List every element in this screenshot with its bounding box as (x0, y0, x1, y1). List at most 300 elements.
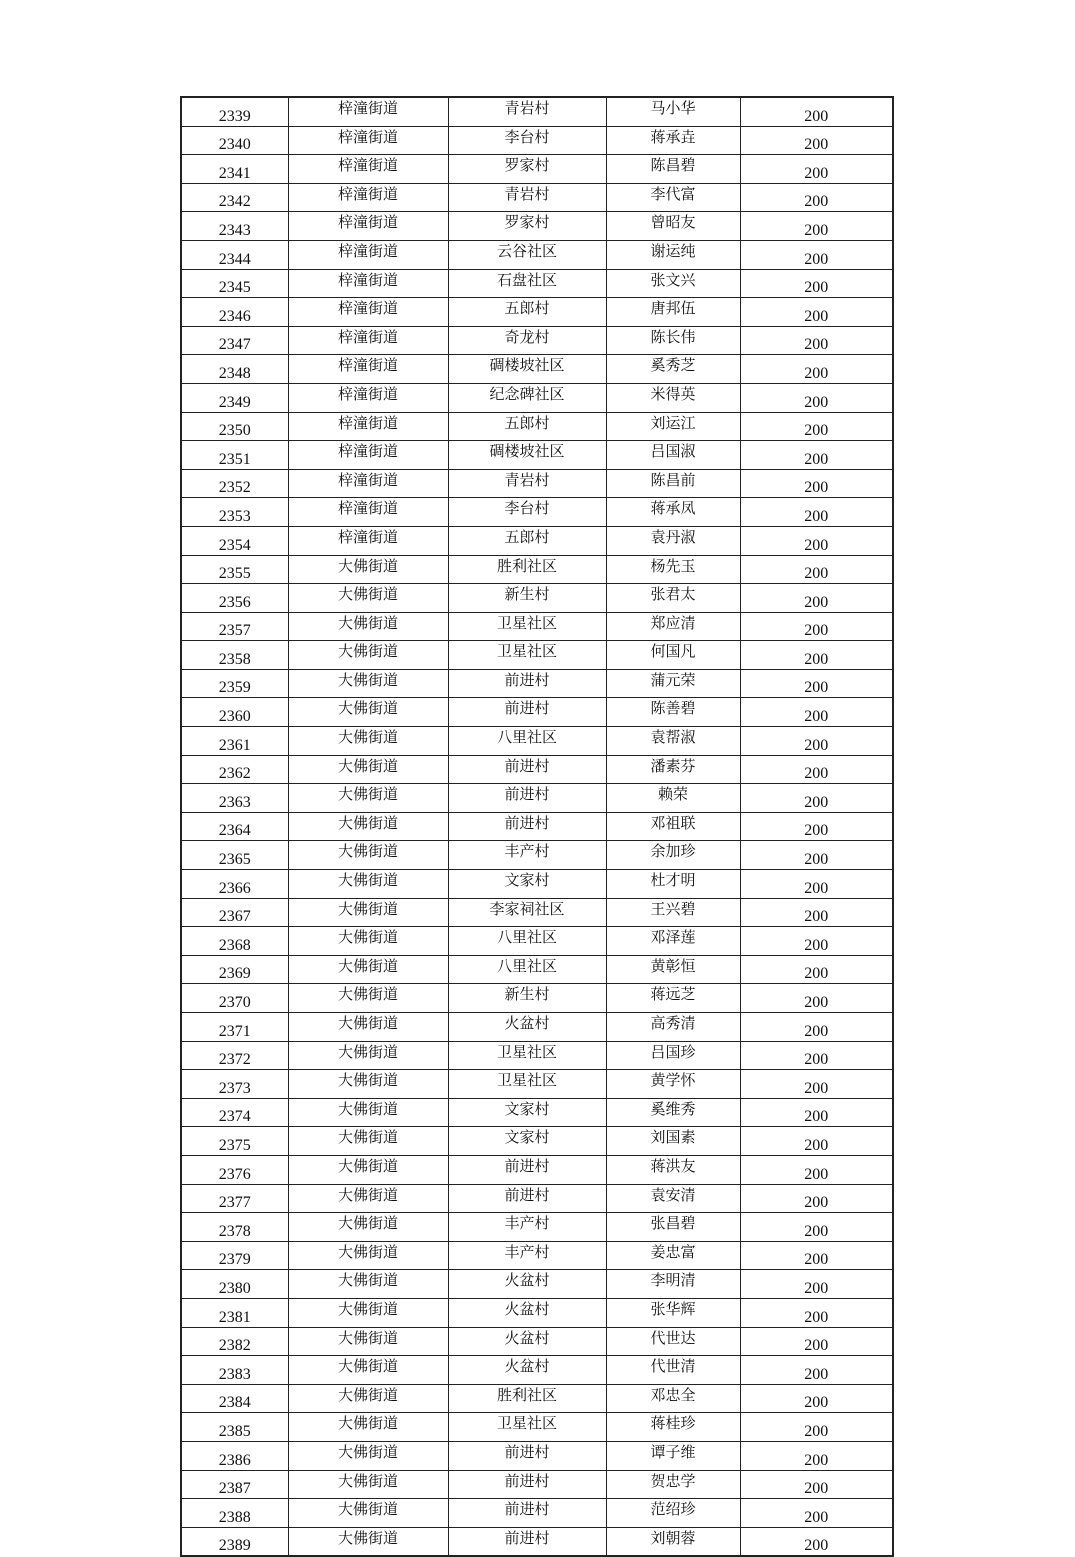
amount-cell: 200 (740, 155, 893, 184)
street-cell: 梓潼街道 (288, 298, 448, 327)
street-cell: 大佛街道 (288, 755, 448, 784)
table-row (181, 784, 893, 813)
row-number-cell: 2349 (181, 383, 288, 412)
village-cell: 丰产村 (448, 1213, 606, 1242)
row-number-cell: 2359 (181, 669, 288, 698)
amount-cell: 200 (740, 669, 893, 698)
name-cell: 袁帮淑 (606, 727, 740, 756)
table-row (181, 841, 893, 870)
amount-cell: 200 (740, 412, 893, 441)
subsidy-list-table (180, 96, 894, 1557)
table-row (181, 612, 893, 641)
row-number-cell: 2360 (181, 698, 288, 727)
name-cell: 邓泽莲 (606, 927, 740, 956)
table-row (181, 1155, 893, 1184)
street-cell: 梓潼街道 (288, 240, 448, 269)
row-number-cell: 2375 (181, 1127, 288, 1156)
table-row (181, 1441, 893, 1470)
table-row (181, 383, 893, 412)
street-cell: 大佛街道 (288, 898, 448, 927)
table-row (181, 698, 893, 727)
amount-cell: 200 (740, 698, 893, 727)
village-cell: 火盆村 (448, 1356, 606, 1385)
street-cell: 大佛街道 (288, 698, 448, 727)
row-number-cell: 2374 (181, 1098, 288, 1127)
street-cell: 大佛街道 (288, 1470, 448, 1499)
street-cell: 大佛街道 (288, 1213, 448, 1242)
table-row (181, 1127, 893, 1156)
table-row (181, 298, 893, 327)
table-body (181, 97, 893, 1556)
amount-cell: 200 (740, 1184, 893, 1213)
row-number-cell: 2340 (181, 126, 288, 155)
name-cell: 高秀清 (606, 1013, 740, 1042)
row-number-cell: 2339 (181, 97, 288, 126)
village-cell: 碉楼坡社区 (448, 355, 606, 384)
village-cell: 丰产村 (448, 1241, 606, 1270)
street-cell: 大佛街道 (288, 612, 448, 641)
street-cell: 大佛街道 (288, 1098, 448, 1127)
street-cell: 梓潼街道 (288, 155, 448, 184)
table-row (181, 469, 893, 498)
street-cell: 梓潼街道 (288, 498, 448, 527)
village-cell: 火盆村 (448, 1270, 606, 1299)
village-cell: 李台村 (448, 498, 606, 527)
village-cell: 李台村 (448, 126, 606, 155)
village-cell: 卫星社区 (448, 1041, 606, 1070)
row-number-cell: 2352 (181, 469, 288, 498)
village-cell: 前进村 (448, 784, 606, 813)
village-cell: 青岩村 (448, 469, 606, 498)
street-cell: 大佛街道 (288, 1356, 448, 1385)
amount-cell: 200 (740, 212, 893, 241)
name-cell: 蒋远芝 (606, 984, 740, 1013)
row-number-cell: 2366 (181, 870, 288, 899)
amount-cell: 200 (740, 1155, 893, 1184)
name-cell: 杨先玉 (606, 555, 740, 584)
village-cell: 云谷社区 (448, 240, 606, 269)
row-number-cell: 2384 (181, 1384, 288, 1413)
table-row (181, 1413, 893, 1442)
street-cell: 梓潼街道 (288, 269, 448, 298)
amount-cell: 200 (740, 955, 893, 984)
village-cell: 前进村 (448, 1527, 606, 1556)
street-cell: 大佛街道 (288, 841, 448, 870)
village-cell: 火盆村 (448, 1013, 606, 1042)
row-number-cell: 2341 (181, 155, 288, 184)
name-cell: 唐邦伍 (606, 298, 740, 327)
amount-cell: 200 (740, 1013, 893, 1042)
amount-cell: 200 (740, 841, 893, 870)
amount-cell: 200 (740, 1527, 893, 1556)
table-row (181, 669, 893, 698)
village-cell: 五郎村 (448, 526, 606, 555)
street-cell: 大佛街道 (288, 812, 448, 841)
street-cell: 大佛街道 (288, 1384, 448, 1413)
table-row (181, 870, 893, 899)
row-number-cell: 2345 (181, 269, 288, 298)
village-cell: 五郎村 (448, 298, 606, 327)
amount-cell: 200 (740, 1041, 893, 1070)
amount-cell: 200 (740, 97, 893, 126)
row-number-cell: 2376 (181, 1155, 288, 1184)
row-number-cell: 2387 (181, 1470, 288, 1499)
name-cell: 刘朝蓉 (606, 1527, 740, 1556)
village-cell: 新生村 (448, 584, 606, 613)
row-number-cell: 2347 (181, 326, 288, 355)
row-number-cell: 2382 (181, 1327, 288, 1356)
table-row (181, 927, 893, 956)
village-cell: 前进村 (448, 812, 606, 841)
name-cell: 奚维秀 (606, 1098, 740, 1127)
table-row (181, 183, 893, 212)
row-number-cell: 2365 (181, 841, 288, 870)
table-row (181, 326, 893, 355)
table-row (181, 898, 893, 927)
amount-cell: 200 (740, 898, 893, 927)
table-row (181, 212, 893, 241)
row-number-cell: 2358 (181, 641, 288, 670)
name-cell: 张君太 (606, 584, 740, 613)
village-cell: 卫星社区 (448, 1413, 606, 1442)
table-row (181, 1527, 893, 1556)
row-number-cell: 2378 (181, 1213, 288, 1242)
amount-cell: 200 (740, 1298, 893, 1327)
amount-cell: 200 (740, 298, 893, 327)
name-cell: 潘素芬 (606, 755, 740, 784)
street-cell: 梓潼街道 (288, 526, 448, 555)
village-cell: 青岩村 (448, 97, 606, 126)
name-cell: 谭子维 (606, 1441, 740, 1470)
village-cell: 八里社区 (448, 955, 606, 984)
village-cell: 罗家村 (448, 155, 606, 184)
row-number-cell: 2354 (181, 526, 288, 555)
amount-cell: 200 (740, 870, 893, 899)
table-row (181, 1384, 893, 1413)
table-row (181, 1184, 893, 1213)
street-cell: 大佛街道 (288, 870, 448, 899)
village-cell: 丰产村 (448, 841, 606, 870)
village-cell: 青岩村 (448, 183, 606, 212)
name-cell: 邓忠全 (606, 1384, 740, 1413)
name-cell: 蒋桂珍 (606, 1413, 740, 1442)
street-cell: 梓潼街道 (288, 126, 448, 155)
row-number-cell: 2373 (181, 1070, 288, 1099)
village-cell: 前进村 (448, 1499, 606, 1528)
row-number-cell: 2381 (181, 1298, 288, 1327)
village-cell: 卫星社区 (448, 641, 606, 670)
row-number-cell: 2367 (181, 898, 288, 927)
table-row (181, 355, 893, 384)
amount-cell: 200 (740, 240, 893, 269)
name-cell: 李明清 (606, 1270, 740, 1299)
name-cell: 刘国素 (606, 1127, 740, 1156)
village-cell: 八里社区 (448, 927, 606, 956)
street-cell: 梓潼街道 (288, 441, 448, 470)
row-number-cell: 2344 (181, 240, 288, 269)
name-cell: 米得英 (606, 383, 740, 412)
name-cell: 王兴碧 (606, 898, 740, 927)
row-number-cell: 2351 (181, 441, 288, 470)
amount-cell: 200 (740, 469, 893, 498)
village-cell: 卫星社区 (448, 1070, 606, 1099)
amount-cell: 200 (740, 1356, 893, 1385)
village-cell: 胜利社区 (448, 1384, 606, 1413)
row-number-cell: 2364 (181, 812, 288, 841)
village-cell: 前进村 (448, 669, 606, 698)
street-cell: 大佛街道 (288, 984, 448, 1013)
street-cell: 大佛街道 (288, 1298, 448, 1327)
amount-cell: 200 (740, 755, 893, 784)
table-row (181, 955, 893, 984)
amount-cell: 200 (740, 383, 893, 412)
amount-cell: 200 (740, 1441, 893, 1470)
name-cell: 陈长伟 (606, 326, 740, 355)
table-row (181, 269, 893, 298)
name-cell: 陈善碧 (606, 698, 740, 727)
name-cell: 张华辉 (606, 1298, 740, 1327)
name-cell: 谢运纯 (606, 240, 740, 269)
name-cell: 姜忠富 (606, 1241, 740, 1270)
amount-cell: 200 (740, 1241, 893, 1270)
village-cell: 碉楼坡社区 (448, 441, 606, 470)
street-cell: 大佛街道 (288, 1327, 448, 1356)
village-cell: 罗家村 (448, 212, 606, 241)
amount-cell: 200 (740, 441, 893, 470)
row-number-cell: 2346 (181, 298, 288, 327)
village-cell: 火盆村 (448, 1298, 606, 1327)
street-cell: 大佛街道 (288, 784, 448, 813)
row-number-cell: 2380 (181, 1270, 288, 1299)
name-cell: 袁安清 (606, 1184, 740, 1213)
amount-cell: 200 (740, 1413, 893, 1442)
amount-cell: 200 (740, 1499, 893, 1528)
village-cell: 前进村 (448, 1184, 606, 1213)
street-cell: 大佛街道 (288, 1499, 448, 1528)
amount-cell: 200 (740, 498, 893, 527)
name-cell: 陈昌碧 (606, 155, 740, 184)
street-cell: 梓潼街道 (288, 183, 448, 212)
table-row (181, 1013, 893, 1042)
name-cell: 蒋承凤 (606, 498, 740, 527)
village-cell: 前进村 (448, 1155, 606, 1184)
village-cell: 前进村 (448, 1441, 606, 1470)
row-number-cell: 2363 (181, 784, 288, 813)
street-cell: 梓潼街道 (288, 326, 448, 355)
village-cell: 石盘社区 (448, 269, 606, 298)
table-row (181, 641, 893, 670)
table-row (181, 498, 893, 527)
amount-cell: 200 (740, 183, 893, 212)
table-row (181, 1499, 893, 1528)
name-cell: 马小华 (606, 97, 740, 126)
village-cell: 胜利社区 (448, 555, 606, 584)
street-cell: 梓潼街道 (288, 355, 448, 384)
row-number-cell: 2370 (181, 984, 288, 1013)
row-number-cell: 2389 (181, 1527, 288, 1556)
amount-cell: 200 (740, 927, 893, 956)
amount-cell: 200 (740, 1070, 893, 1099)
street-cell: 大佛街道 (288, 584, 448, 613)
row-number-cell: 2383 (181, 1356, 288, 1385)
table-row (181, 1241, 893, 1270)
row-number-cell: 2353 (181, 498, 288, 527)
row-number-cell: 2350 (181, 412, 288, 441)
table-row (181, 1327, 893, 1356)
street-cell: 大佛街道 (288, 955, 448, 984)
name-cell: 黄彰恒 (606, 955, 740, 984)
table-row (181, 1098, 893, 1127)
street-cell: 梓潼街道 (288, 383, 448, 412)
street-cell: 大佛街道 (288, 555, 448, 584)
village-cell: 文家村 (448, 870, 606, 899)
name-cell: 代世达 (606, 1327, 740, 1356)
row-number-cell: 2377 (181, 1184, 288, 1213)
row-number-cell: 2386 (181, 1441, 288, 1470)
table-row (181, 1298, 893, 1327)
amount-cell: 200 (740, 1098, 893, 1127)
table-row (181, 441, 893, 470)
table-row (181, 526, 893, 555)
street-cell: 大佛街道 (288, 641, 448, 670)
name-cell: 蒲元荣 (606, 669, 740, 698)
amount-cell: 200 (740, 812, 893, 841)
amount-cell: 200 (740, 784, 893, 813)
table-row (181, 1041, 893, 1070)
village-cell: 纪念碑社区 (448, 383, 606, 412)
street-cell: 大佛街道 (288, 1013, 448, 1042)
name-cell: 陈昌前 (606, 469, 740, 498)
street-cell: 梓潼街道 (288, 412, 448, 441)
amount-cell: 200 (740, 1127, 893, 1156)
row-number-cell: 2355 (181, 555, 288, 584)
amount-cell: 200 (740, 269, 893, 298)
table-row (181, 984, 893, 1013)
street-cell: 大佛街道 (288, 1270, 448, 1299)
village-cell: 火盆村 (448, 1327, 606, 1356)
name-cell: 赖荣 (606, 784, 740, 813)
amount-cell: 200 (740, 612, 893, 641)
village-cell: 卫星社区 (448, 612, 606, 641)
table-row (181, 126, 893, 155)
name-cell: 张昌碧 (606, 1213, 740, 1242)
row-number-cell: 2362 (181, 755, 288, 784)
name-cell: 奚秀芝 (606, 355, 740, 384)
name-cell: 吕国淑 (606, 441, 740, 470)
table-row (181, 727, 893, 756)
name-cell: 黄学怀 (606, 1070, 740, 1099)
name-cell: 袁丹淑 (606, 526, 740, 555)
row-number-cell: 2348 (181, 355, 288, 384)
table-row (181, 755, 893, 784)
row-number-cell: 2369 (181, 955, 288, 984)
amount-cell: 200 (740, 526, 893, 555)
row-number-cell: 2361 (181, 727, 288, 756)
row-number-cell: 2357 (181, 612, 288, 641)
street-cell: 大佛街道 (288, 1441, 448, 1470)
row-number-cell: 2379 (181, 1241, 288, 1270)
street-cell: 大佛街道 (288, 1527, 448, 1556)
street-cell: 大佛街道 (288, 927, 448, 956)
table-row (181, 1213, 893, 1242)
village-cell: 前进村 (448, 755, 606, 784)
name-cell: 贺忠学 (606, 1470, 740, 1499)
row-number-cell: 2388 (181, 1499, 288, 1528)
name-cell: 代世清 (606, 1356, 740, 1385)
table-row (181, 555, 893, 584)
street-cell: 梓潼街道 (288, 469, 448, 498)
street-cell: 大佛街道 (288, 669, 448, 698)
street-cell: 梓潼街道 (288, 97, 448, 126)
street-cell: 大佛街道 (288, 1127, 448, 1156)
street-cell: 梓潼街道 (288, 212, 448, 241)
amount-cell: 200 (740, 1327, 893, 1356)
table-row (181, 812, 893, 841)
amount-cell: 200 (740, 727, 893, 756)
name-cell: 余加珍 (606, 841, 740, 870)
amount-cell: 200 (740, 1470, 893, 1499)
village-cell: 五郎村 (448, 412, 606, 441)
row-number-cell: 2372 (181, 1041, 288, 1070)
street-cell: 大佛街道 (288, 1184, 448, 1213)
row-number-cell: 2385 (181, 1413, 288, 1442)
table-row (181, 155, 893, 184)
table-row (181, 584, 893, 613)
table-row (181, 1270, 893, 1299)
name-cell: 刘运江 (606, 412, 740, 441)
name-cell: 邓祖联 (606, 812, 740, 841)
row-number-cell: 2371 (181, 1013, 288, 1042)
table-row (181, 1470, 893, 1499)
amount-cell: 200 (740, 555, 893, 584)
village-cell: 文家村 (448, 1098, 606, 1127)
village-cell: 前进村 (448, 1470, 606, 1499)
village-cell: 文家村 (448, 1127, 606, 1156)
amount-cell: 200 (740, 326, 893, 355)
village-cell: 李家祠社区 (448, 898, 606, 927)
amount-cell: 200 (740, 641, 893, 670)
table-row (181, 1356, 893, 1385)
name-cell: 张文兴 (606, 269, 740, 298)
row-number-cell: 2343 (181, 212, 288, 241)
row-number-cell: 2368 (181, 927, 288, 956)
table-row (181, 1070, 893, 1099)
table-row (181, 412, 893, 441)
amount-cell: 200 (740, 1213, 893, 1242)
name-cell: 李代富 (606, 183, 740, 212)
street-cell: 大佛街道 (288, 1241, 448, 1270)
name-cell: 吕国珍 (606, 1041, 740, 1070)
name-cell: 杜才明 (606, 870, 740, 899)
amount-cell: 200 (740, 355, 893, 384)
row-number-cell: 2356 (181, 584, 288, 613)
amount-cell: 200 (740, 584, 893, 613)
street-cell: 大佛街道 (288, 1070, 448, 1099)
village-cell: 前进村 (448, 698, 606, 727)
amount-cell: 200 (740, 126, 893, 155)
table-row (181, 97, 893, 126)
row-number-cell: 2342 (181, 183, 288, 212)
amount-cell: 200 (740, 1270, 893, 1299)
street-cell: 大佛街道 (288, 1155, 448, 1184)
village-cell: 新生村 (448, 984, 606, 1013)
name-cell: 蒋洪友 (606, 1155, 740, 1184)
street-cell: 大佛街道 (288, 1413, 448, 1442)
street-cell: 大佛街道 (288, 727, 448, 756)
name-cell: 范绍珍 (606, 1499, 740, 1528)
name-cell: 曾昭友 (606, 212, 740, 241)
name-cell: 何国凡 (606, 641, 740, 670)
